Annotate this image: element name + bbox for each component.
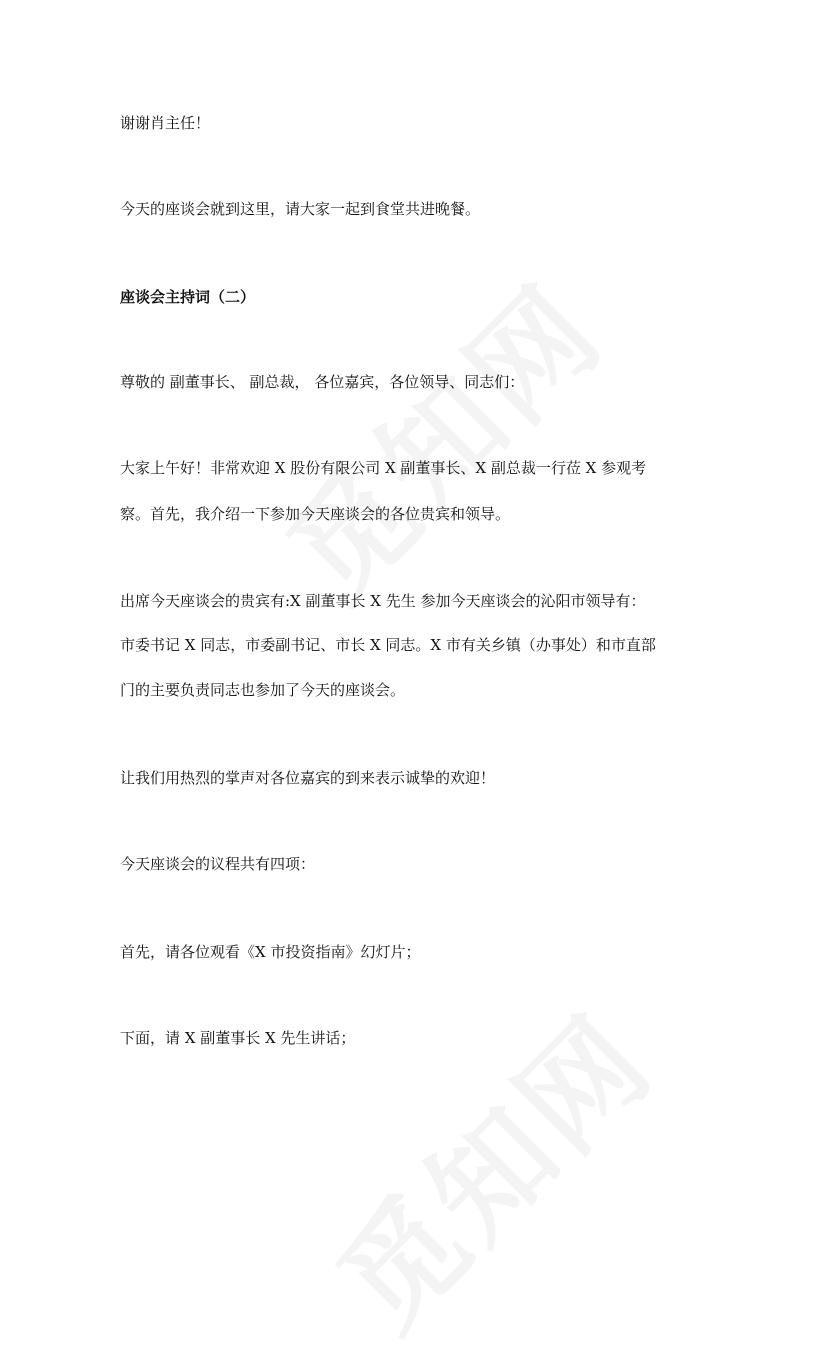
watermark-logo — [245, 242, 634, 631]
paragraph-closing: 今天的座谈会就到这里，请大家一起到食堂共进晚餐。 — [120, 200, 481, 218]
paragraph-thanks: 谢谢肖主任！ — [120, 114, 211, 132]
paragraph-guests-line-2: 市委书记 X 同志，市委副书记、市长 X 同志。X 市有关乡镇（办事处）和市直部 — [120, 636, 656, 654]
paragraph-applause: 让我们用热烈的掌声对各位嘉宾的到来表示诚挚的欢迎！ — [120, 769, 496, 787]
section-heading: 座谈会主持词（二） — [120, 288, 256, 306]
paragraph-agenda-item-2: 下面，请 X 副董事长 X 先生讲话； — [120, 1029, 356, 1047]
paragraph-agenda-item-1: 首先，请各位观看《X 市投资指南》幻灯片； — [120, 943, 421, 961]
paragraph-welcome-line-1: 大家上午好！非常欢迎 X 股份有限公司 X 副董事长、X 副总裁一行莅 X 参观考 — [120, 459, 647, 477]
paragraph-salutation: 尊敬的 副董事长、 副总裁， 各位嘉宾，各位领导、同志们： — [120, 373, 525, 391]
paragraph-guests-line-1: 出席今天座谈会的贵宾有:X 副董事长 X 先生 参加今天座谈会的沁阳市领导有： — [120, 592, 646, 610]
paragraph-welcome-line-2: 察。首先，我介绍一下参加今天座谈会的各位贵宾和领导。 — [120, 505, 511, 523]
paragraph-guests-line-3: 门的主要负责同志也参加了今天的座谈会。 — [120, 681, 406, 699]
paragraph-agenda: 今天座谈会的议程共有四项： — [120, 855, 316, 873]
